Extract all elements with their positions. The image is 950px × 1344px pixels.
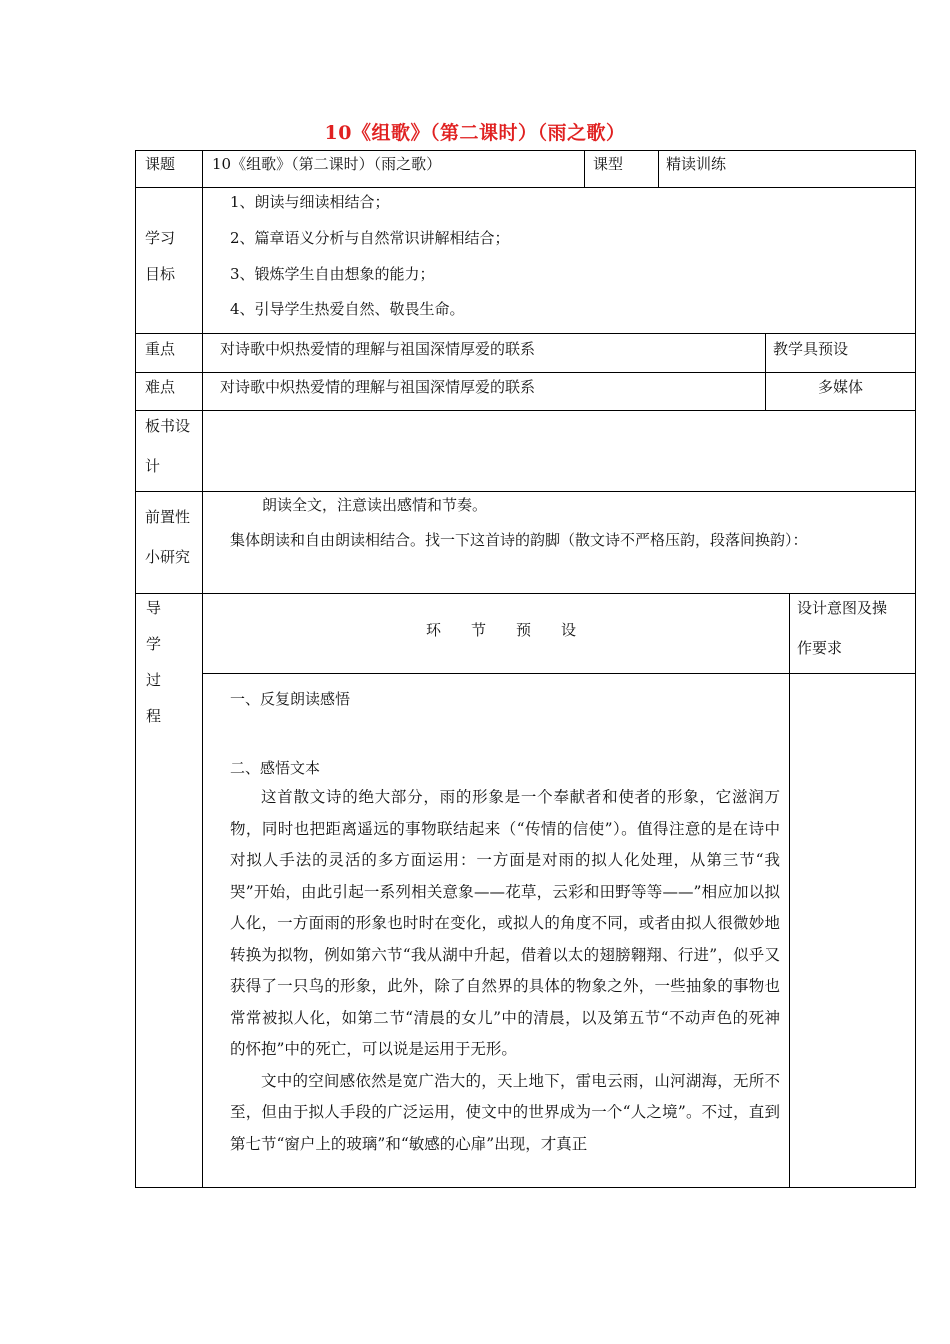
difficult-point-label: 难点	[145, 378, 176, 396]
board-design-label-line1: 板书设	[145, 417, 191, 435]
section-heading: 一、反复朗读感悟	[230, 690, 351, 708]
board-design-label-line2: 计	[145, 457, 161, 475]
goal-item: 1、朗读与细读相结合；	[230, 193, 390, 211]
goals-label-line2: 目标	[145, 265, 176, 283]
process-header-stages: 环 节 预 设	[426, 621, 577, 639]
topic-value: 10《组歌》（第二课时）（雨之歌）	[212, 155, 442, 173]
process-label-char: 导	[146, 599, 162, 617]
prestudy-line: 朗读全文，注意读出感情和节奏。	[262, 496, 488, 514]
process-label-char: 程	[146, 707, 162, 725]
analysis-paragraph: 文中的空间感依然是宽广浩大的，天上地下，雷电云雨，山河湖海，无所不至，但由于拟人手段的广泛运用，使文中的世界成为一个“人之境”。不过，直到第七节“窗户上的玻璃”和“敏感的心扉”出现，才真正	[230, 1071, 780, 1153]
prestudy-line: 集体朗读和自由朗读相结合。找一下这首诗的韵脚（散文诗不严格压韵，段落间换韵）：	[230, 531, 808, 549]
topic-label: 课题	[145, 155, 176, 173]
goals-label-line1: 学习	[145, 229, 176, 247]
teaching-aids-value: 多媒体	[818, 378, 864, 396]
key-point-value: 对诗歌中炽热爱情的理解与祖国深情厚爱的联系	[220, 340, 536, 358]
process-header-intent-line2: 作要求	[797, 639, 843, 657]
section-heading: 二、感悟文本	[230, 759, 321, 777]
difficult-point-value: 对诗歌中炽热爱情的理解与祖国深情厚爱的联系	[220, 378, 536, 396]
process-header-intent-line1: 设计意图及操	[797, 599, 888, 617]
prestudy-label-line2: 小研究	[145, 548, 191, 566]
process-label-char: 学	[146, 635, 162, 653]
lesson-type-label: 课型	[593, 155, 624, 173]
analysis-paragraph: 这首散文诗的绝大部分，雨的形象是一个奉献者和使者的形象，它滋润万物，同时也把距离遥远的事物联结起来（“传情的信使”）。值得注意的是在诗中对拟人手法的灵活的多方面运用：一方面是对雨的拟人化处理，从第三节“我哭”开始，由此引起一系列相关意象——花草，云彩和田野等等——”相应加以拟人化，一方面雨的形象也时时在变化，或拟人的角度不同，或者由拟人很微妙地转换为拟物，例如第六节“我从湖中升起，借着以太的翅膀翱翔、行进”，似乎又获得了一只鸟的形象，此外，除了自然界的具体的物象之外，一些抽象的事物也常常被拟人化，如第二节“清晨的女儿”中的清晨，以及第五节“不动声色的死神的怀抱”中的死亡，可以说是运用于无形。	[230, 788, 780, 1058]
lesson-type-value: 精读训练	[666, 155, 727, 173]
analysis-text	[230, 782, 780, 1160]
goal-item: 2、篇章语义分析与自然常识讲解相结合；	[230, 229, 510, 247]
goal-item: 3、锻炼学生自由想象的能力；	[230, 265, 435, 283]
teaching-aids-label: 教学具预设	[773, 340, 849, 358]
key-point-label: 重点	[145, 340, 176, 358]
prestudy-label-line1: 前置性	[145, 508, 191, 526]
goal-item: 4、引导学生热爱自然、敬畏生命。	[230, 300, 465, 318]
process-label-char: 过	[146, 671, 162, 689]
document-title: 10《组歌》（第二课时）（雨之歌）	[324, 122, 626, 144]
